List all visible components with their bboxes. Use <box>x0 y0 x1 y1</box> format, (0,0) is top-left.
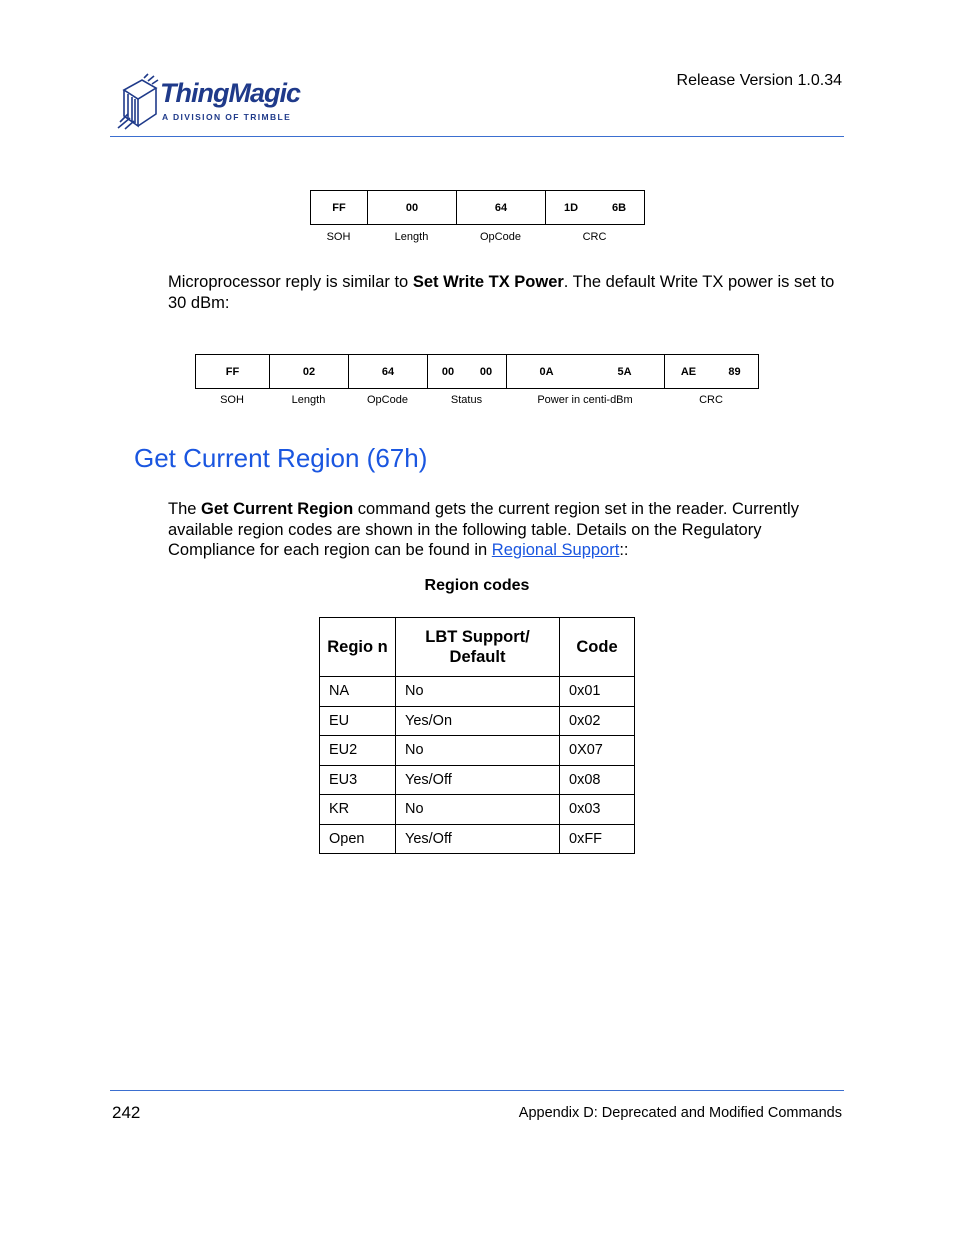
packet-label-power: Power in centi-dBm <box>537 394 633 406</box>
section-text-1: The <box>168 500 202 518</box>
cell-region: KR <box>320 795 396 825</box>
cell-lbt: Yes/On <box>396 706 560 736</box>
status-byte-2: 00 <box>479 365 493 378</box>
cell-code: 0x03 <box>560 795 635 825</box>
packet-label-soh: SOH <box>326 231 351 243</box>
packet-label-opcode: OpCode <box>480 231 521 243</box>
packet-label-opcode: OpCode <box>367 394 408 406</box>
footer-rule <box>110 1090 844 1091</box>
reply-paragraph <box>168 272 844 313</box>
power-byte-2: 5A <box>617 365 632 378</box>
packet-cell-status <box>428 355 507 389</box>
section-text-bold: Get Current Region <box>201 500 354 518</box>
table-caption: Region codes <box>424 577 530 594</box>
status-byte-1: 00 <box>441 365 455 378</box>
section-paragraph <box>168 499 828 561</box>
header-region: Regio n <box>320 618 396 677</box>
packet-cell-length: 00 <box>368 191 457 225</box>
cell-code: 0x08 <box>560 765 635 795</box>
cell-lbt: No <box>396 736 560 766</box>
logo-tagline: A DIVISION OF TRIMBLE <box>162 112 292 122</box>
thingmagic-logo <box>116 72 316 132</box>
packet-label-status: Status <box>450 394 483 406</box>
cell-region: EU3 <box>320 765 396 795</box>
packet-label-length: Length <box>394 231 429 243</box>
cell-lbt: No <box>396 677 560 707</box>
reply-text-bold: Set Write TX Power <box>412 273 564 291</box>
cell-code: 0xFF <box>560 824 635 854</box>
packet-label-crc: CRC <box>582 231 607 243</box>
packet-label-soh: SOH <box>220 394 244 406</box>
cell-region: EU <box>320 706 396 736</box>
packet-diagram-reply <box>195 354 759 389</box>
crc-byte-2: 6B <box>611 201 627 214</box>
crc-byte-1: AE <box>680 365 697 378</box>
table-row <box>320 765 635 795</box>
region-codes-table <box>319 617 635 854</box>
power-byte-1: 0A <box>539 365 554 378</box>
cell-lbt: Yes/Off <box>396 824 560 854</box>
packet-label-crc: CRC <box>699 394 723 406</box>
logo-reader-icon <box>116 72 160 130</box>
cell-region: EU2 <box>320 736 396 766</box>
section-text-3: :: <box>619 541 629 559</box>
packet-cell-soh: FF <box>311 191 368 225</box>
packet-cell-crc <box>665 355 759 389</box>
release-version: Release Version 1.0.34 <box>676 72 842 89</box>
cell-code: 0x02 <box>560 706 635 736</box>
packet-cell-crc <box>546 191 645 225</box>
table-row <box>320 706 635 736</box>
packet-cell-soh: FF <box>196 355 270 389</box>
footer-title: Appendix D: Deprecated and Modified Commands <box>518 1105 842 1121</box>
table-row <box>320 677 635 707</box>
header-lbt-support: LBT Support/ Default <box>396 618 560 677</box>
logo-wordmark: ThingMagic <box>160 78 300 108</box>
packet-label-length: Length <box>291 394 326 406</box>
cell-region: NA <box>320 677 396 707</box>
packet-cell-opcode: 64 <box>457 191 546 225</box>
cell-region: Open <box>320 824 396 854</box>
crc-byte-2: 89 <box>728 365 741 378</box>
cell-code: 0X07 <box>560 736 635 766</box>
cell-lbt: No <box>396 795 560 825</box>
table-row <box>320 736 635 766</box>
section-heading: Get Current Region (67h) <box>134 443 428 473</box>
table-row <box>320 824 635 854</box>
crc-byte-1: 1D <box>563 201 579 214</box>
header-code: Code <box>560 618 635 677</box>
packet-cell-length: 02 <box>270 355 349 389</box>
packet-cell-power <box>507 355 665 389</box>
reply-text-2: . The default Write TX power is set to 30 dBm: <box>168 273 835 312</box>
page-number: 242 <box>112 1103 141 1122</box>
cell-lbt: Yes/Off <box>396 765 560 795</box>
regional-support-link[interactable]: Regional Support <box>491 541 620 559</box>
packet-diagram-request <box>310 190 645 225</box>
table-row <box>320 795 635 825</box>
reply-text-1: Microprocessor reply is similar to <box>168 273 413 291</box>
header-rule <box>110 136 844 137</box>
table-header-row <box>320 618 635 677</box>
cell-code: 0x01 <box>560 677 635 707</box>
section-text-2: command gets the current region set in the reader. Currently available region codes are shown in the following table. Details on the Regulatory Compliance for each region can be found in <box>168 500 799 559</box>
packet-cell-opcode: 64 <box>349 355 428 389</box>
